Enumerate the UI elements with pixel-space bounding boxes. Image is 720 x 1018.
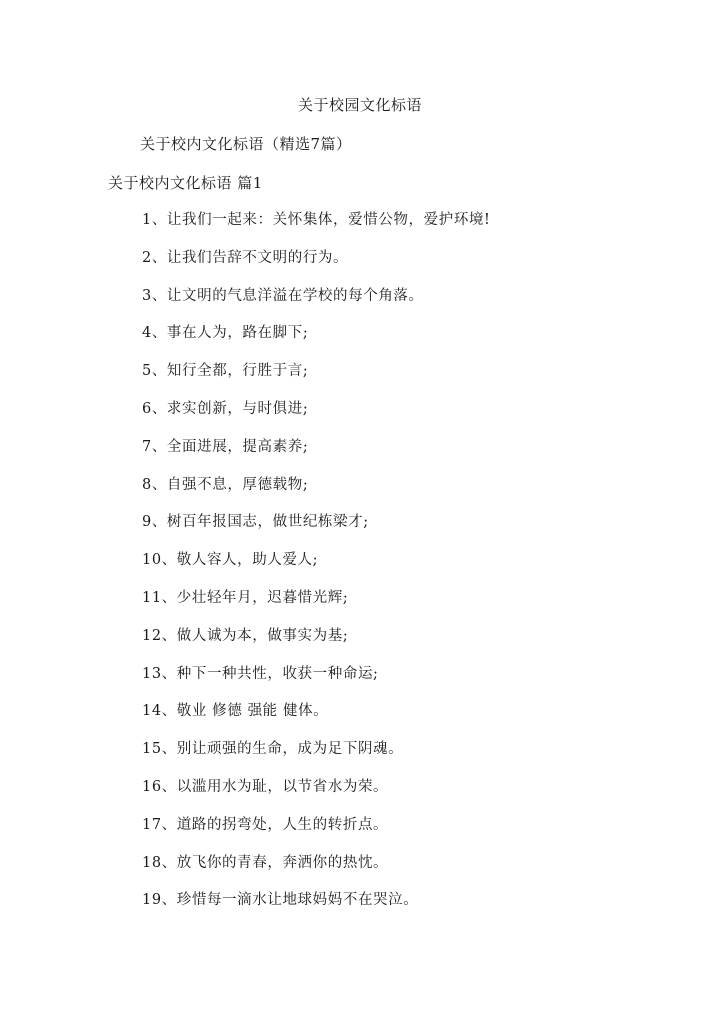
document-subtitle: 关于校内文化标语（精选7篇） xyxy=(140,135,352,153)
list-item: 11、少壮轻年月，迟暮惜光辉; xyxy=(142,589,349,606)
list-item: 16、以滥用水为耻，以节省水为荣。 xyxy=(142,778,389,795)
slogan-list xyxy=(142,210,490,928)
list-item: 18、放飞你的青春，奔洒你的热忱。 xyxy=(142,854,389,871)
document-title: 关于校园文化标语 xyxy=(297,96,422,114)
list-item: 7、全面进展，提高素养; xyxy=(142,438,309,455)
list-item: 17、道路的拐弯处，人生的转折点。 xyxy=(142,816,389,833)
list-item: 9、树百年报国志，做世纪栋梁才; xyxy=(142,514,369,531)
list-item: 8、自强不息，厚德载物; xyxy=(142,476,309,493)
list-item: 14、敬业 修德 强能 健体。 xyxy=(142,703,329,720)
list-item: 15、别让顽强的生命，成为足下阴魂。 xyxy=(142,741,404,758)
list-item: 5、知行全都，行胜于言; xyxy=(142,363,309,380)
list-item: 1、让我们一起来：关怀集体，爱惜公物，爱护环境! xyxy=(142,212,491,228)
list-item: 13、种下一种共性，收获一种命运; xyxy=(142,665,379,682)
list-item: 3、让文明的气息洋溢在学校的每个角落。 xyxy=(142,287,424,304)
list-item: 10、敬人容人，助人爱人; xyxy=(142,552,319,569)
list-item: 6、求实创新，与时俱进; xyxy=(142,400,309,417)
list-item: 4、事在人为，路在脚下; xyxy=(142,325,309,342)
list-item: 2、让我们告辞不文明的行为。 xyxy=(142,249,349,266)
section-heading: 关于校内文化标语 篇1 xyxy=(108,174,263,192)
list-item: 12、做人诚为本，做事实为基; xyxy=(142,627,349,644)
list-item: 19、珍惜每一滴水让地球妈妈不在哭泣。 xyxy=(142,892,419,909)
